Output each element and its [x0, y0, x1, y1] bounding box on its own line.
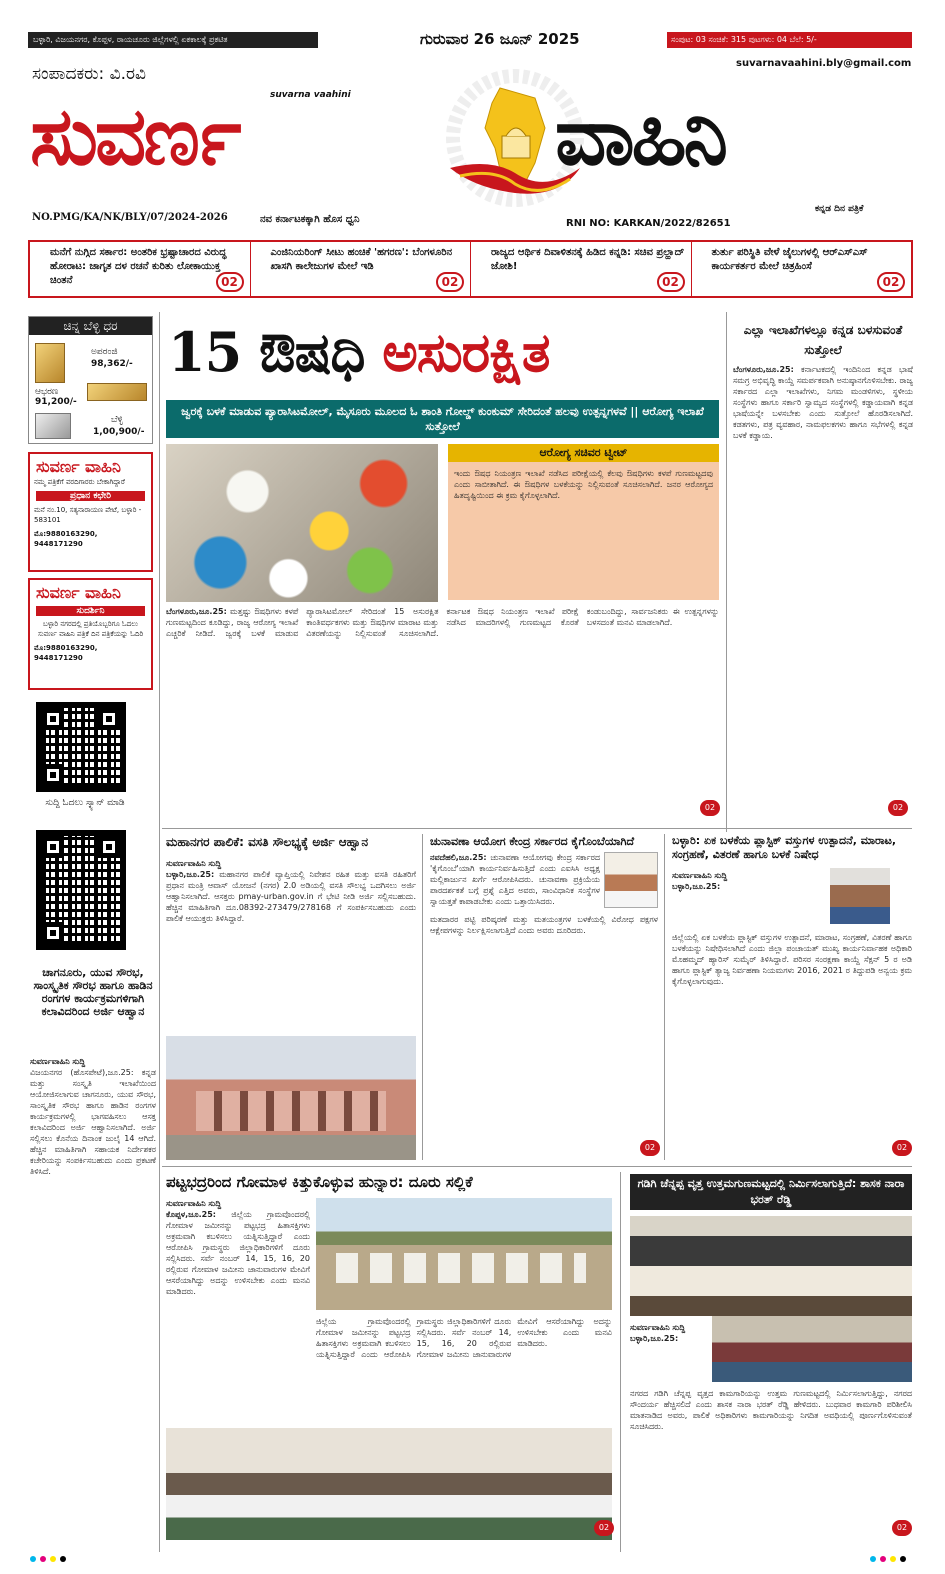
lead-headline	[168, 320, 549, 385]
kannada-headline: ಎಲ್ಲಾ ಇಲಾಖೆಗಳಲ್ಲೂ ಕನ್ನಡ ಬಳಸುವಂತೆ ಸುತ್ತೋಲೆ	[743, 323, 903, 357]
lead-body	[166, 606, 719, 818]
masthead-right: ವಾಹಿನಿ	[555, 89, 726, 183]
gold-label-3: ಬೆಳ್ಳಿ	[111, 415, 123, 425]
email-link[interactable]: suvarnavaahini.bly@gmail.com	[736, 58, 912, 69]
cattle-headline: ಪಟ್ಟಭದ್ರರಿಂದ ಗೋಮಾಳ ಕಿತ್ತುಕೊಳ್ಳುವ ಹುನ್ನಾರ: ದೂರು ಸಲ್ಲಿಕೆ	[166, 1173, 473, 1191]
qr-code[interactable]	[36, 830, 126, 950]
lead-text: ಮತ್ತಷ್ಟು ಔಷಧಿಗಳು ಕಳಪೆ ಗುಣಮಟ್ಟದಿಂದ ಕೂಡಿದ್ದು, ರಾಜ್ಯ ಆರೋಗ್ಯ ಇಲಾಖೆ ಎಚ್ಚರಿಕೆ ನೀಡಿದೆ. ಜ್ವರಕ್ಕೆ ಬಳಕೆ ಮಾಡುವ ಪ್ಯಾರಾಸಿಟಮೋಲ್ ಸೇರಿದಂತೆ 15 ಅಸುರಕ್ಷಿತ ಕಾಂತಿವರ್ಧಕಗಳು ಮತ್ತು ಔಷಧಿಗಳ ಮಾರಾಟ ಮತ್ತು ವಿತರಣೆಯನ್ನು ನಿಲ್ಲಿಸುವಂತೆ ಸೂಚಿಸಲಾಗಿದೆ. ಕರ್ನಾಟಕ ಔಷಧ ನಿಯಂತ್ರಣ ಇಲಾಖೆ ಪರೀಕ್ಷೆ ನಡೆಸಿದ ಮಾದರಿಗಳಲ್ಲಿ ಗುಣಮಟ್ಟದ ಕೊರತೆ ಕಂಡುಬಂದಿದ್ದು, ಸಾರ್ವಜನಿಕರು ಈ ಉತ್ಪನ್ನಗಳನ್ನು ಬಳಸದಂತೆ ಮನವಿ ಮಾಡಲಾಗಿದೆ.	[166, 607, 719, 638]
tweet-box	[448, 462, 719, 600]
qr-caption: ಸುದ್ದಿ ಓದಲು ಸ್ಕ್ಯಾನ್ ಮಾಡಿ	[45, 798, 125, 808]
teaser-3[interactable]	[471, 242, 692, 296]
inspection-photo-2	[712, 1316, 912, 1382]
registration-number: NO.PMG/KA/NK/BLY/07/2024-2026	[32, 212, 228, 223]
kannada-body	[733, 364, 913, 814]
registration-mark	[880, 1556, 886, 1562]
gold-rate-title: ಚಿನ್ನ ಬೆಳ್ಳಿ ಧರ	[29, 317, 152, 335]
office-ad	[28, 452, 153, 572]
tagline: ನವ ಕರ್ನಾಟಕಕ್ಕಾಗಿ ಹೊಸ ಧ್ವನಿ	[260, 214, 360, 225]
ad-phone: ಮೊ:9880163290, 9448171290	[34, 644, 98, 662]
cattle-body-cont: ಜಿಲ್ಲೆಯ ಗ್ರಾಮವೊಂದರಲ್ಲಿ ಗೋಮಾಳ ಜಮೀನನ್ನು ಪಟ್ಟಭದ್ರ ಹಿತಾಸಕ್ತಿಗಳು ಅಕ್ರಮವಾಗಿ ಕಬಳಿಸಲು ಯತ್ನಿಸುತ್ತಿದ್ದಾರೆ ಎಂದು ಆರೋಪಿಸಿ ಗ್ರಾಮಸ್ಥರು ಜಿಲ್ಲಾಧಿಕಾರಿಗಳಿಗೆ ದೂರು ಸಲ್ಲಿಸಿದರು. ಸರ್ವೆ ನಂಬರ್ 14, 15, 16, 20 ರಲ್ಲಿರುವ ಗೋಮಾಳ ಜಮೀನು ಜಾನುವಾರುಗಳ ಮೇವಿಗೆ ಆಸರೆಯಾಗಿದ್ದು ಅದನ್ನು ಉಳಿಸಬೇಕು ಎಂದು ಮನವಿ ಮಾಡಿದರು.	[316, 1317, 612, 1359]
continued-badge: 02	[892, 1140, 912, 1156]
housing-building-photo	[166, 1036, 416, 1160]
gold-label-1: ಅಪರಂಜಿ	[91, 347, 118, 357]
registration-mark	[40, 1556, 46, 1562]
gold-value-2: 91,200/-	[35, 397, 77, 407]
circle-headline: ಗಡಿಗಿ ಚೆನ್ನಪ್ಪ ವೃತ್ತ ಉತ್ತಮಗುಣಮಟ್ಟದಲ್ಲಿ ನಿರ್ಮಿಸಲಾಗುತ್ತಿದೆ: ಶಾಸಕ ನಾರಾ ಭರತ್ ರೆಡ್ಡಿ	[630, 1174, 912, 1210]
election-lead	[430, 852, 600, 912]
kannada-dateline: ಬೆಂಗಳೂರು,ಜೂ.25:	[733, 365, 794, 374]
teaser-page: 02	[657, 272, 685, 292]
election-text: ಚುನಾವಣಾ ಆಯೋಗವು ಕೇಂದ್ರ ಸರ್ಕಾರದ 'ಕೈಗೊಂಬೆ'ಯಾಗಿ ಕಾರ್ಯನಿರ್ವಹಿಸುತ್ತಿದೆ ಎಂದು ಎಐಸಿಸಿ ಅಧ್ಯಕ್ಷ ಮಲ್ಲಿಕಾರ್ಜುನ ಖರ್ಗೆ ಆರೋಪಿಸಿದರು. ಚುನಾವಣಾ ಪ್ರಕ್ರಿಯೆಯ ಪಾರದರ್ಶಕತೆ ಬಗ್ಗೆ ಪ್ರಶ್ನೆ ಎತ್ತಿದ ಅವರು, ಸಾಂವಿಧಾನಿಕ ಸಂಸ್ಥೆಗಳ ಸ್ವಾಯತ್ತತೆ ಕಾಪಾಡಬೇಕು ಎಂದು ಒತ್ತಾಯಿಸಿದರು.	[430, 853, 600, 906]
plastic-headline: ಬಳ್ಳಾರಿ: ಏಕ ಬಳಕೆಯ ಪ್ಲಾಸ್ಟಿಕ್ ವಸ್ತುಗಳ ಉತ್ಪಾದನೆ, ಮಾರಾಟ, ಸಂಗ್ರಹಣೆ, ವಿತರಣೆ ಹಾಗೂ ಬಳಕೆ ನಿಷೇಧ	[672, 834, 897, 861]
cattle-body	[166, 1198, 310, 1424]
section-divider	[162, 828, 912, 829]
qr-code[interactable]	[36, 702, 126, 792]
column-rule	[159, 312, 160, 1552]
gold-value-3: 1,00,900/-	[93, 427, 145, 437]
teaser-text: ಮನೆಗೆ ನುಗ್ಗಿದ ಸರ್ಕಾರ: ಅಂತರಿಕ ಭ್ರಷ್ಟಾಚಾರದ ವಿರುದ್ಧ ಹೋರಾಟ: ಜಾಗೃತ ದಳ ರಚನೆ ಕುರಿತು ಲೋಕಾಯುಕ್ತ ಚಿಂತನೆ	[50, 247, 227, 286]
teaser-text: ತುರ್ತು ಪರಿಸ್ಥಿತಿ ವೇಳೆ ಜೈಲುಗಳಲ್ಲಿ ಆರ್‌ಎಸ್‌ಎಸ್ ಕಾರ್ಯಕರ್ತರ ಮೇಲೆ ಚಿತ್ರಹಿಂಸೆ	[711, 247, 868, 272]
continued-badge: 02	[888, 800, 908, 816]
housing-dateline: ಬಳ್ಳಾರಿ,ಜೂ.25:	[166, 870, 215, 879]
officer-portrait	[830, 868, 890, 924]
teaser-1[interactable]	[30, 242, 251, 296]
housing-headline: ಮಹಾನಗರ ಪಾಲಿಕೆ: ವಸತಿ ಸೌಲಭ್ಯಕ್ಕೆ ಅರ್ಜಿ ಆಹ್ವಾನ	[166, 835, 369, 849]
inspection-photo-1	[630, 1216, 912, 1316]
lead-subhead: ಜ್ವರಕ್ಕೆ ಬಳಕೆ ಮಾಡುವ ಪ್ಯಾರಾಸಿಟಮೋಲ್, ಮೈಸೂರು ಮೂಲದ ಓ ಶಾಂತಿ ಗೋಲ್ಡ್ ಕುಂಕುಮ್ ಸೇರಿದಂತೆ ಹಲವು ಉತ್ಪನ್ನಗಳವೆ || ಆರೋಗ್ಯ ಇಲಾಖೆ ಸುತ್ತೋಲೆ	[166, 400, 719, 438]
gold-rate-box	[28, 316, 153, 444]
teaser-strip	[28, 240, 913, 298]
tweet-text: ಇಂದು ಔಷಧ ನಿಯಂತ್ರಣ ಇಲಾಖೆ ನಡೆಸಿದ ಪರೀಕ್ಷೆಯಲ್ಲಿ ಕೆಲವು ಔಷಧಿಗಳು ಕಳಪೆ ಗುಣಮಟ್ಟದವು ಎಂದು ಸಾಬೀತಾಗಿದೆ. ಈ ಔಷಧಿಗಳ ಬಳಕೆಯನ್ನು ನಿಲ್ಲಿಸುವಂತೆ ಸೂಚಿಸಲಾಗಿದೆ. ಜನರ ಆರೋಗ್ಯದ ಹಿತದೃಷ್ಟಿಯಿಂದ ಈ ಕ್ರಮ ಕೈಗೊಳ್ಳಲಾಗಿದೆ.	[454, 469, 713, 500]
ad-phone: ಮೊ:9880163290, 9448171290	[34, 530, 98, 548]
districts-strip: ಬಳ್ಳಾರಿ, ವಿಜಯನಗರ, ಕೊಪ್ಪಳ, ರಾಯಚೂರು ಜಿಲ್ಲೆಗಳಲ್ಲಿ ಏಕಕಾಲಕ್ಕೆ ಪ್ರಕಟಿತ	[28, 32, 318, 48]
registration-mark	[30, 1556, 36, 1562]
plastic-body: ಜಿಲ್ಲೆಯಲ್ಲಿ ಏಕ ಬಳಕೆಯ ಪ್ಲಾಸ್ಟಿಕ್ ವಸ್ತುಗಳ ಉತ್ಪಾದನೆ, ಮಾರಾಟ, ಸಂಗ್ರಹಣೆ, ವಿತರಣೆ ಹಾಗೂ ಬಳಕೆಯನ್ನು ನಿಷೇಧಿಸಲಾಗಿದೆ ಎಂದು ಜಿಲ್ಲಾ ಪಂಚಾಯತ್ ಮುಖ್ಯ ಕಾರ್ಯನಿರ್ವಾಹಕ ಅಧಿಕಾರಿ ಮೊಹಮ್ಮದ್ ಹ್ಯಾರಿಸ್ ಸುಮೈರ್ ತಿಳಿಸಿದ್ದಾರೆ. ಪರಿಸರ ಸಂರಕ್ಷಣಾ ಕಾಯ್ದೆ ಸೆಕ್ಷನ್ 5 ರ ಅಡಿ ಹಾಗೂ ಪ್ಲಾಸ್ಟಿಕ್ ತ್ಯಾಜ್ಯ ನಿರ್ವಹಣಾ ನಿಯಮಗಳು 2016, 2021 ರ ತಿದ್ದುಪಡಿ ಅನ್ವಯ ಕ್ರಮ ಕೈಗೊಳ್ಳಲಾಗುವುದು.	[672, 933, 912, 986]
registration-mark	[890, 1556, 896, 1562]
continued-badge: 02	[594, 1520, 614, 1536]
teaser-2[interactable]	[251, 242, 472, 296]
issue-strip: ಸಂಪುಟ: 03 ಸಂಚಿಕೆ: 315 ಪುಟಗಳು: 04 ಬೆಲೆ: 5/-	[667, 32, 912, 48]
youth-headline: ಚಾಗನೂರು, ಯುವ ಸೌರಭ, ಸಾಂಸ್ಕೃತಿಕ ಸೌರಭ ಹಾಗೂ ಹಾಡಿನ ರಂಗಗಳ ಕಾರ್ಯಕ್ರಮಗಳಿಗಾಗಿ ಕಲಾವಿದರಿಂದ ಅರ್ಜಿ ಆಹ್ವಾನ	[33, 966, 153, 1018]
kannada-text: ಕರ್ನಾಟಕದಲ್ಲಿ ಇಂದಿನಿಂದ ಕನ್ನಡ ಭಾಷೆ ಸಮಗ್ರ ಅಭಿವೃದ್ಧಿ ಕಾಯ್ದೆ ಸಮರ್ಪಕವಾಗಿ ಅನುಷ್ಠಾನಗೊಳಿಸಬೇಕು. ರಾಜ್ಯ ಸರ್ಕಾರದ ಎಲ್ಲಾ ಇಲಾಖೆಗಳು, ನಿಗಮ ಮಂಡಳಿಗಳು, ಸ್ಥಳೀಯ ಸಂಸ್ಥೆಗಳು ಹಾಗೂ ಸರ್ಕಾರಿ ಸ್ವಾಮ್ಯದ ಸಂಸ್ಥೆಗಳಲ್ಲಿ ಕಡ್ಡಾಯವಾಗಿ ಕನ್ನಡ ಭಾಷೆಯನ್ನೇ ಬಳಸಬೇಕು ಎಂದು ಸುತ್ತೋಲೆ ಹೊರಡಿಸಲಾಗಿದೆ. ಕಡತಗಳು, ಪತ್ರ ವ್ಯವಹಾರ, ನಾಮಫಲಕಗಳು ಹಾಗೂ ಸಭೆಗಳಲ್ಲಿ ಕನ್ನಡ ಬಳಕೆ ಕಡ್ಡಾಯ.	[733, 365, 913, 440]
ad-office-title: ಪ್ರಧಾನ ಕಛೇರಿ	[36, 491, 145, 501]
ad-band: ಸುದರ್ಶಿನಿ	[36, 606, 145, 616]
cattle-dateline: ಕೊಪ್ಪಳ,ಜೂ.25:	[166, 1210, 217, 1219]
gold-jewellery-icon	[87, 383, 147, 401]
lead-headline-num: 15	[168, 320, 242, 384]
column-rule	[664, 834, 665, 1160]
continued-badge: 02	[640, 1140, 660, 1156]
masthead-left: ಸುವರ್ಣ	[30, 89, 239, 183]
silver-bar-icon	[35, 413, 71, 439]
continued-badge: 02	[892, 1520, 912, 1536]
cattle-text: ಜಿಲ್ಲೆಯ ಗ್ರಾಮವೊಂದರಲ್ಲಿ ಗೋಮಾಳ ಜಮೀನನ್ನು ಪಟ್ಟಭದ್ರ ಹಿತಾಸಕ್ತಿಗಳು ಅಕ್ರಮವಾಗಿ ಕಬಳಿಸಲು ಯತ್ನಿಸುತ್ತಿದ್ದಾರೆ ಎಂದು ಆರೋಪಿಸಿ ಗ್ರಾಮಸ್ಥರು ಜಿಲ್ಲಾಧಿಕಾರಿಗಳಿಗೆ ದೂರು ಸಲ್ಲಿಸಿದರು. ಸರ್ವೆ ನಂಬರ್ 14, 15, 16, 20 ರಲ್ಲಿರುವ ಗೋಮಾಳ ಜಮೀನು ಜಾನುವಾರುಗಳ ಮೇವಿಗೆ ಆಸರೆಯಾಗಿದ್ದು ಅದನ್ನು ಉಳಿಸಬೇಕು ಎಂದು ಮನವಿ ಮಾಡಿದರು.	[166, 1210, 310, 1296]
teaser-4[interactable]	[692, 242, 912, 296]
daily-label: ಕನ್ನಡ ದಿನ ಪತ್ರಿಕೆ	[815, 204, 864, 214]
continued-badge: 02	[700, 800, 720, 816]
teaser-text: ರಾಜ್ಯದ ಆರ್ಥಿಕ ದಿವಾಳಿತನಕ್ಕೆ ಹಿಡಿದ ಕನ್ನಡಿ: ಸಚಿವ ಪ್ರಲ್ಹಾದ್ ಜೋಶಿ!	[491, 247, 685, 272]
plastic-lead	[672, 870, 826, 930]
column-rule	[620, 1172, 621, 1552]
teaser-page: 02	[216, 272, 244, 292]
memorandum-photo	[166, 1428, 612, 1540]
election-headline: ಚುನಾವಣಾ ಆಯೋಗ ಕೇಂದ್ರ ಸರ್ಕಾರದ ಕೈಗೊಂಬೆಯಾಗಿದೆ	[430, 835, 635, 848]
column-rule	[726, 312, 727, 832]
youth-byline: ಸುವರ್ಣವಾಹಿನಿ ಸುದ್ದಿ	[30, 1057, 86, 1066]
masthead-small: suvarna vaahini	[270, 90, 351, 100]
registration-mark	[870, 1556, 876, 1562]
medicine-photo	[166, 444, 438, 602]
ad-logo: ಸುವರ್ಣ ವಾಹಿನಿ	[36, 583, 121, 602]
ad-line: ನಮ್ಮ ಪತ್ರಿಕೆಗೆ ವರದಿಗಾರರು ಬೇಕಾಗಿದ್ದಾರೆ	[34, 478, 125, 486]
teaser-page: 02	[436, 272, 464, 292]
plastic-byline: ಸುವರ್ಣವಾಹಿನಿ ಸುದ್ದಿ	[672, 871, 728, 880]
youth-body	[30, 1056, 156, 1496]
editor-line: ಸಂಪಾದಕರು: ವಿ.ರವಿ	[32, 64, 146, 84]
housing-body	[166, 858, 416, 1028]
housing-byline: ಸುವರ್ಣವಾಹಿನಿ ಸುದ್ದಿ	[166, 859, 222, 868]
teaser-text: ಎಂಜಿನಿಯರಿಂಗ್ ಸೀಟು ಹಂಚಿಕೆ 'ಹಗರಣ': ಬೆಂಗಳೂರಿನ ಖಾಸಗಿ ಕಾಲೇಜುಗಳ ಮೇಲೆ ಇಡಿ	[270, 247, 453, 272]
youth-text: ವಿಜಯನಗರ (ಹೊಸಪೇಟೆ),ಜೂ.25: ಕನ್ನಡ ಮತ್ತು ಸಂಸ್ಕೃತಿ ಇಲಾಖೆಯಿಂದ ಆಯೋಜಿಸಲಾಗುವ ಚಾಗನೂರು, ಯುವ ಸೌರಭ, ಸಾಂಸ್ಕೃತಿಕ ಸೌರಭ ಹಾಗೂ ಹಾಡಿನ ರಂಗಗಳ ಕಾರ್ಯಕ್ರಮಗಳಲ್ಲಿ ಭಾಗವಹಿಸಲು ಆಸಕ್ತ ಕಲಾವಿದರಿಂದ ಅರ್ಜಿ ಆಹ್ವಾನಿಸಲಾಗಿದೆ. ಅರ್ಜಿ ಸಲ್ಲಿಸಲು ಕೊನೆಯ ದಿನಾಂಕ ಜುಲೈ 14 ಆಗಿದೆ. ಹೆಚ್ಚಿನ ಮಾಹಿತಿಗಾಗಿ ಸಹಾಯಕ ನಿರ್ದೇಶಕರ ಕಚೇರಿಯನ್ನು ಸಂಪರ್ಕಿಸಬಹುದು ಎಂದು ಪ್ರಕಟಣೆ ತಿಳಿಸಿದೆ.	[30, 1068, 156, 1176]
plastic-dateline: ಬಳ್ಳಾರಿ,ಜೂ.25:	[672, 882, 721, 891]
tweet-head: ಆರೋಗ್ಯ ಸಚಿವರ ಟ್ವೀಟ್	[448, 444, 719, 462]
housing-text: ಮಹಾನಗರ ಪಾಲಿಕೆ ವ್ಯಾಪ್ತಿಯಲ್ಲಿ ನಿವೇಶನ ರಹಿತ ಮತ್ತು ವಸತಿ ರಹಿತರಿಗೆ ಪ್ರಧಾನ ಮಂತ್ರಿ ಆವಾಸ್ ಯೋಜನೆ (ನಗರ) 2.0 ಅಡಿಯಲ್ಲಿ ವಸತಿ ಸೌಲಭ್ಯ ಒದಗಿಸಲು ಅರ್ಜಿ ಆಹ್ವಾನಿಸಲಾಗಿದೆ. ಆಸಕ್ತರು pmay-urban.gov.in ಗೆ ಭೇಟಿ ನೀಡಿ ಅರ್ಜಿ ಸಲ್ಲಿಸಬಹುದು. ಹೆಚ್ಚಿನ ಮಾಹಿತಿಗಾಗಿ ದೂ.08392-273479/278168 ಗೆ ಸಂಪರ್ಕಿಸಬಹುದು ಎಂದು ಪಾಲಿಕೆ ಆಯುಕ್ತರು ತಿಳಿಸಿದ್ದಾರೆ.	[166, 870, 416, 923]
lead-dateline: ಬೆಂಗಳೂರು,ಜೂ.25:	[166, 607, 227, 616]
ad-logo: ಸುವರ್ಣ ವಾಹಿನಿ	[36, 457, 121, 476]
circle-body: ನಗರದ ಗಡಿಗಿ ಚೆನ್ನಪ್ಪ ವೃತ್ತದ ಕಾಮಗಾರಿಯನ್ನು ಉತ್ತಮ ಗುಣಮಟ್ಟದಲ್ಲಿ ನಿರ್ಮಿಸಲಾಗುತ್ತಿದ್ದು, ನಗರದ ಸೌಂದರ್ಯ ಹೆಚ್ಚಿಸಲಿದೆ ಎಂದು ಶಾಸಕ ನಾರಾ ಭರತ್ ರೆಡ್ಡಿ ಹೇಳಿದರು. ಬುಧವಾರ ಕಾಮಗಾರಿ ಪರಿಶೀಲಿಸಿ ಮಾತನಾಡಿದ ಅವರು, ಪಾಲಿಕೆ ಅಧಿಕಾರಿಗಳು ಕಾಮಗಾರಿಯನ್ನು ನಿಗದಿತ ಅವಧಿಯಲ್ಲಿ ಪೂರ್ಣಗೊಳಿಸುವಂತೆ ಸೂಚಿಸಿದರು.	[630, 1389, 912, 1431]
ad-text: ಬಳ್ಳಾರಿ ನಗರದಲ್ಲಿ ಪ್ರತಿಯೊಬ್ಬರಿಗೂ ಓದಲು ಸುವರ್ಣ ವಾಹಿನಿ ಪತ್ರಿಕೆ ದಿನ ಪತ್ರಿಕೆಯನ್ನು ಓದಿರಿ	[37, 620, 144, 638]
election-body: ಮತದಾರರ ಪಟ್ಟಿ ಪರಿಷ್ಕರಣೆ ಮತ್ತು ಮತಯಂತ್ರಗಳ ಬಳಕೆಯಲ್ಲಿ ವಿರೋಧ ಪಕ್ಷಗಳ ಆಕ್ಷೇಪಗಳನ್ನು ನಿರ್ಲಕ್ಷಿಸಲಾಗುತ್ತಿದೆ ಎಂದು ಅವರು ದೂರಿದರು.	[430, 915, 658, 935]
section-divider	[162, 1166, 912, 1167]
teaser-page: 02	[877, 272, 905, 292]
gold-label-2: ಆಭರಣ	[35, 387, 59, 397]
registration-mark	[60, 1556, 66, 1562]
column-rule	[422, 834, 423, 1160]
circle-byline: ಸುವರ್ಣವಾಹಿನಿ ಸುದ್ದಿ	[630, 1323, 686, 1332]
lead-headline-word1: ಔಷಧಿ	[258, 320, 365, 384]
registration-mark	[900, 1556, 906, 1562]
rni-number: RNI NO: KARKAN/2022/82651	[566, 218, 731, 229]
subscription-ad	[28, 578, 153, 690]
cattle-byline: ಸುವರ್ಣವಾಹಿನಿ ಸುದ್ದಿ	[166, 1199, 222, 1208]
circle-dateline: ಬಳ್ಳಾರಿ,ಜೂ.25:	[630, 1334, 679, 1343]
cattle-photo	[316, 1198, 612, 1310]
lead-headline-word2: ಅಸುರಕ್ಷಿತ	[382, 320, 550, 384]
gold-bar-icon	[35, 343, 65, 383]
circle-lead	[630, 1322, 708, 1386]
ad-address: ಮನೆ ನಂ.10, ಸತ್ಯನಾರಾಯಣ ಪೇಟೆ, ಬಳ್ಳಾರಿ - 583101	[34, 506, 142, 524]
leader-portrait	[604, 852, 658, 908]
election-dateline: ನವದೆಹಲಿ,ಜೂ.25:	[430, 853, 487, 862]
issue-date: ಗುರುವಾರ 26 ಜೂನ್ 2025	[420, 30, 580, 48]
gold-value-1: 98,362/-	[91, 359, 133, 369]
registration-mark	[50, 1556, 56, 1562]
